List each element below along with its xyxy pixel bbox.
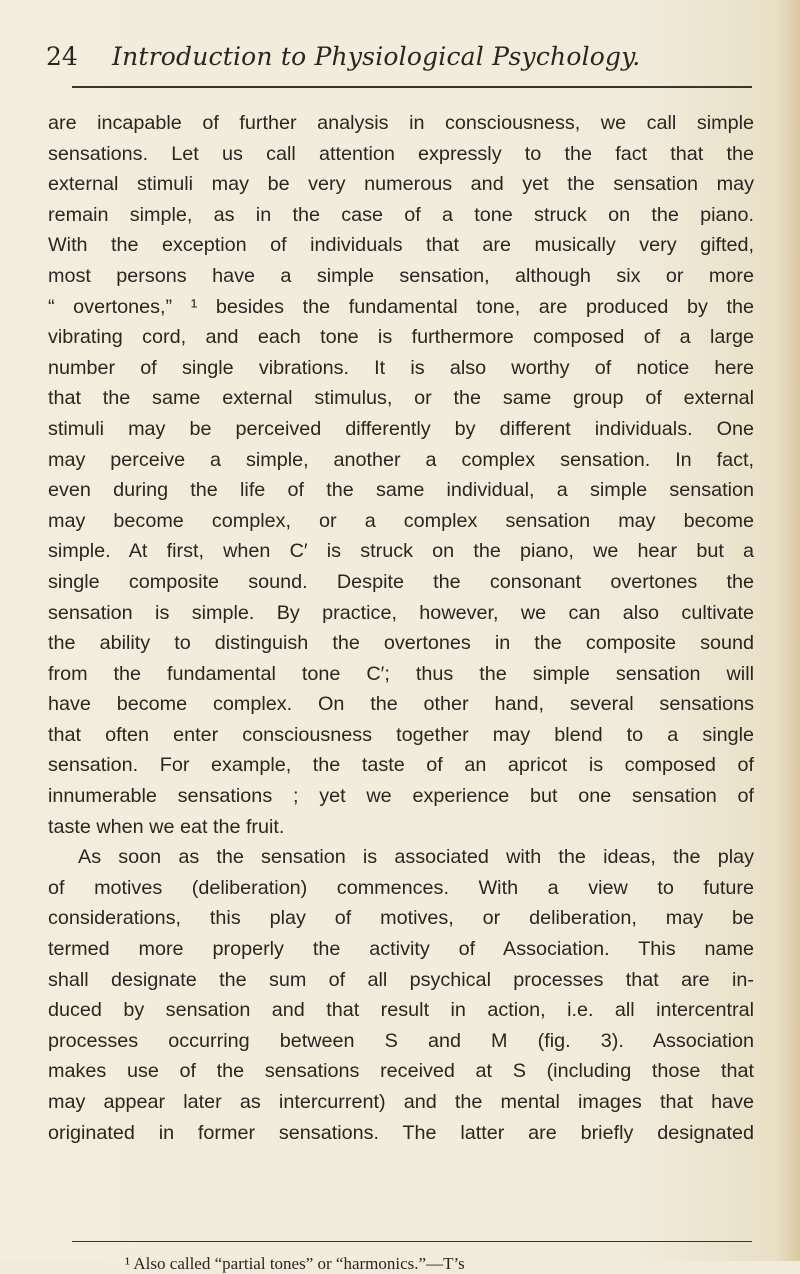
text-line: sensations. Let us call attention expressly to the fact that the xyxy=(48,142,754,165)
footnote: ¹ Also called “partial tones” or “harmonics.”—T’s xyxy=(125,1254,465,1273)
page-number: 24 xyxy=(46,42,78,71)
text-line: are incapable of further analysis in consciousness, we call simple xyxy=(48,112,754,134)
text-line: simple. At first, when C′ is struck on the piano, we hear but a xyxy=(48,540,754,563)
page-header xyxy=(46,38,756,78)
text-line: most persons have a simple sensation, although six or more xyxy=(48,264,754,287)
header-rule xyxy=(72,86,752,88)
text-line: stimuli may be perceived differently by different individuals. One xyxy=(48,417,754,440)
text-line: that the same external stimulus, or the same group of external xyxy=(48,387,754,410)
text-line: number of single vibrations. It is also worthy of notice here xyxy=(48,356,754,379)
text-line: “ overtones,” ¹ besides the fundamental tone, are produced by the xyxy=(48,295,754,318)
text-line: sensation. For example, the taste of an apricot is composed of xyxy=(48,754,754,777)
text-line: innumerable sensations ; yet we experience but one sensation of xyxy=(48,785,754,808)
text-line: that often enter consciousness together may blend to a single xyxy=(48,723,754,746)
footnote-rule xyxy=(72,1241,752,1242)
text-line: originated in former sensations. The latter are briefly designated xyxy=(48,1121,754,1144)
text-line: sensation is simple. By practice, however, we can also cultivate xyxy=(48,601,754,624)
text-line: As soon as the sensation is associated with the ideas, the play xyxy=(78,846,754,869)
running-title: Introduction to Physiological Psychology. xyxy=(112,42,641,71)
text-line: may perceive a simple, another a complex sensation. In fact, xyxy=(48,448,754,471)
text-line: duced by sensation and that result in action, i.e. all intercentral xyxy=(48,999,754,1022)
text-line: termed more properly the activity of Association. This name xyxy=(48,938,754,961)
text-line: even during the life of the same individual, a simple sensation xyxy=(48,479,754,502)
text-line: of motives (deliberation) commences. With a view to future xyxy=(48,876,754,899)
text-line: considerations, this play of motives, or deliberation, may be xyxy=(48,907,754,930)
text-line: makes use of the sensations received at S (including those that xyxy=(48,1060,754,1083)
text-line: shall designate the sum of all psychical processes that are in- xyxy=(48,968,754,991)
text-line: remain simple, as in the case of a tone struck on the piano. xyxy=(48,203,754,226)
text-line: have become complex. On the other hand, several sensations xyxy=(48,693,754,716)
text-line: taste when we eat the fruit. xyxy=(48,815,285,838)
text-line: may become complex, or a complex sensation may become xyxy=(48,509,754,532)
body-text xyxy=(48,108,754,1148)
text-line: external stimuli may be very numerous and yet the sensation may xyxy=(48,173,754,196)
text-line: from the fundamental tone C′; thus the simple sensation will xyxy=(48,662,754,685)
text-line: processes occurring between S and M (fig. 3). Association xyxy=(48,1029,754,1052)
text-line: With the exception of individuals that are musically very gifted, xyxy=(48,234,754,257)
text-line: may appear later as intercurrent) and the mental images that have xyxy=(48,1091,754,1113)
text-line: vibrating cord, and each tone is furthermore composed of a large xyxy=(48,326,754,349)
text-line: single composite sound. Despite the consonant overtones the xyxy=(48,570,754,593)
text-line: the ability to distinguish the overtones in the composite sound xyxy=(48,632,754,655)
